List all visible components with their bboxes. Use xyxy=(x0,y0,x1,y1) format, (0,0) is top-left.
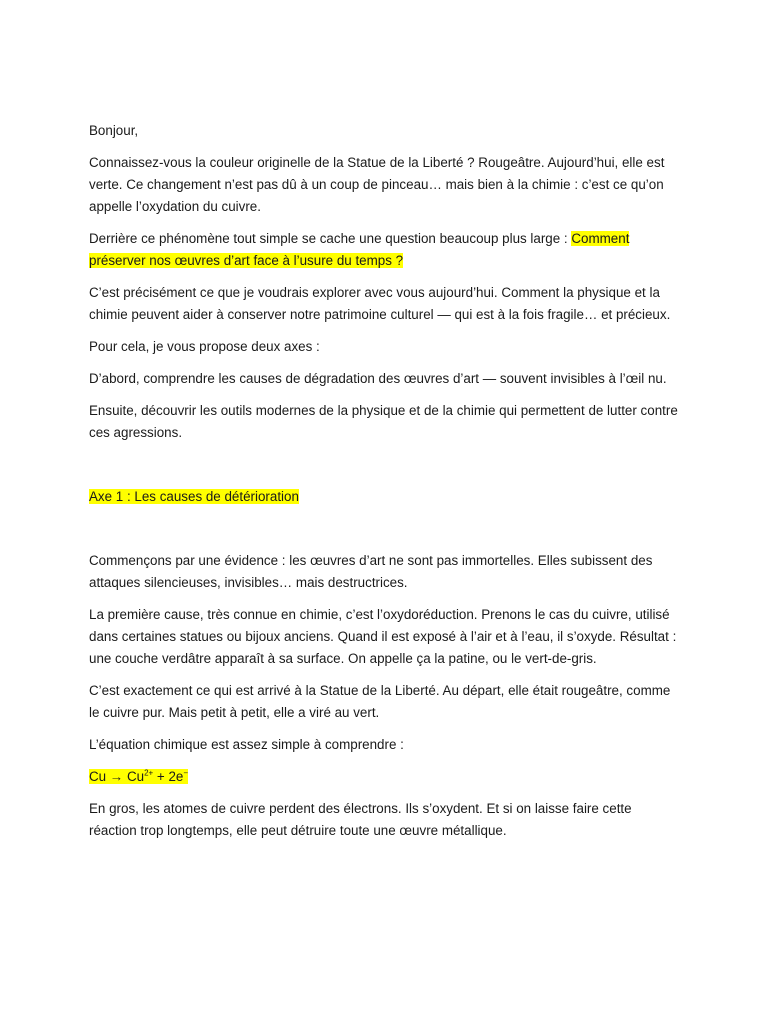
equation-electron-sign: − xyxy=(183,768,189,778)
axes-intro: Pour cela, je vous propose deux axes : xyxy=(89,339,320,354)
intro-paragraph: Connaissez-vous la couleur originelle de la Statue de la Liberté ? Rougeâtre. Aujourd’hui, elle est verte. Ce changement n’est pas dû à un coup de pinceau… mais bien à la chimie : c’est ce qu’on appelle l’oxydation du cuivre. xyxy=(89,155,665,214)
conclusion-paragraph: En gros, les atomes de cuivre perdent des électrons. Ils s’oxydent. Et si on laisse faire cette réaction trop longtemps, elle peut détruire toute une œuvre métallique. xyxy=(89,801,632,838)
question-lead: Derrière ce phénomène tout simple se cache une question beaucoup plus large : xyxy=(89,231,572,246)
axe-second: Ensuite, découvrir les outils modernes de la physique et de la chimie qui permettent de lutter contre ces agressions. xyxy=(89,403,678,440)
spacer xyxy=(89,518,679,550)
equation-line xyxy=(89,766,679,788)
section-title xyxy=(89,486,679,508)
equation-charge: 2+ xyxy=(144,768,154,778)
question-highlight: Comment préserver nos œuvres d’art face à l’usure du temps ? xyxy=(89,231,630,268)
section-title-text: Axe 1 : Les causes de détérioration xyxy=(89,489,299,504)
greeting: Bonjour, xyxy=(89,123,139,138)
document-page xyxy=(89,120,679,852)
equation-left: Cu → Cu xyxy=(89,769,145,784)
axe-first: D’abord, comprendre les causes de dégradation des œuvres d’art — souvent invisibles à l’œil nu. xyxy=(89,371,667,386)
spacer xyxy=(89,454,679,486)
explore-paragraph: C’est précisément ce que je voudrais explorer avec vous aujourd’hui. Comment la physique et la chimie peuvent aider à conserver notre patrimoine culturel — qui est à la fois fragile… et précieux. xyxy=(89,285,671,322)
first-cause-paragraph: La première cause, très connue en chimie, c’est l’oxydoréduction. Prenons le cas du cuivre, utilisé dans certaines statues ou bijoux anciens. Quand il est exposé à l’air et à l’eau, il s’oxyde. Résultat : une couche verdâtre apparaît à sa surface. On appelle ça la patine, ou le vert-de-gris. xyxy=(89,607,677,666)
statue-paragraph: C’est exactement ce qui est arrivé à la Statue de la Liberté. Au départ, elle était rougeâtre, comme le cuivre pur. Mais petit à petit, elle a viré au vert. xyxy=(89,683,671,720)
equation-intro: L’équation chimique est assez simple à comprendre : xyxy=(89,737,404,752)
equation-right: + 2e xyxy=(153,769,184,784)
equation-highlight xyxy=(89,769,188,784)
question-paragraph xyxy=(89,228,679,272)
evidence-paragraph: Commençons par une évidence : les œuvres d’art ne sont pas immortelles. Elles subissent des attaques silencieuses, invisibles… mais destructrices. xyxy=(89,553,653,590)
